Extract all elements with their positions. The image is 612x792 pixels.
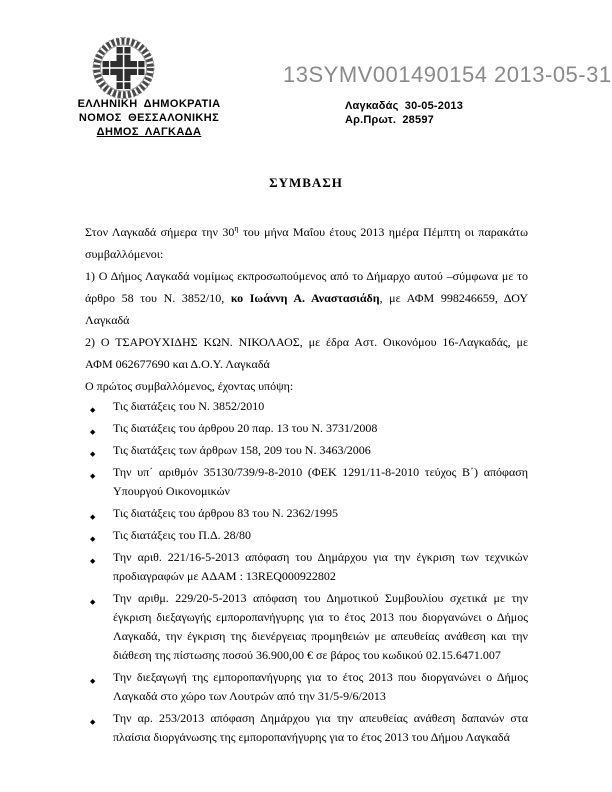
considerations-list	[85, 397, 528, 747]
list-item-text: Τις διατάξεις των άρθρων 158, 209 του Ν. 3463/2006	[113, 443, 371, 457]
authority-line-republic: ΕΛΛΗΝΙΚΗ ΔΗΜΟΚΡΑΤΙΑ	[77, 98, 221, 110]
diamond-bullet-icon: ◆	[90, 406, 96, 414]
list-item	[90, 589, 528, 665]
party-1-paragraph	[85, 265, 528, 331]
place-date-line: Λαγκαδάς 30-05-2013	[345, 100, 464, 112]
list-item-text: Την αρ. 253/2013 απόφαση Δημάρχου για την απευθείας ανάθεση δαπανών στα πλαίσια διοργάνωσης της εμποροπανήγυρης για το έτος 2013 του Δήμου Λαγκαδά	[113, 711, 528, 744]
list-item-text: Την αριθ. 221/16-5-2013 απόφαση του Δημάρχου για την έγκριση των τεχνικών προδιαγραφών με ΑΔΑΜ : 13REQ000922802	[113, 550, 528, 583]
list-item	[90, 668, 528, 706]
list-item-text: Τις διατάξεις του Ν. 3852/2010	[113, 399, 265, 413]
diamond-bullet-icon: ◆	[90, 428, 96, 436]
party-1-pre: 1) Ο Δήμος Λαγκαδά νομίμως εκπροσωπούμενος από το Δήμαρχο αυτού –σύμφωνα με το άρθρο 58 του Ν. 3852/10,	[85, 269, 528, 305]
intro-paragraph	[85, 221, 528, 265]
date-protocol-block	[345, 99, 463, 127]
intro-post: του μήνα Μαΐου έτους 2013 ημέρα Πέμπτη οι παρακάτω συμβαλλόμενοι:	[85, 225, 528, 261]
diamond-bullet-icon: ◆	[90, 677, 96, 685]
diamond-bullet-icon: ◆	[90, 598, 96, 606]
authority-line-municipality: ΔΗΜΟΣ ΛΑΓΚΑΔΑ	[96, 126, 202, 138]
list-item	[90, 526, 528, 545]
list-item	[90, 548, 528, 586]
party-1-post: , με ΑΦΜ 998246659, ΔΟΥ Λαγκαδά	[85, 291, 529, 327]
party-2-paragraph: 2) Ο ΤΣΑΡΟΥΧΙΔΗΣ ΚΩΝ. ΝΙΚΟΛΑΟΣ, με έδρα Αστ. Οικονόμου 16-Λαγκαδάς, με ΑΦΜ 062677690 και Δ.Ο.Υ. Λαγκαδά	[85, 335, 528, 371]
diamond-bullet-icon: ◆	[90, 557, 96, 565]
list-item-text: Την αριθμ. 229/20-5-2013 απόφαση του Δημοτικού Συμβουλίου σχετικά με την έγκριση διεξαγωγής εμποροπανήγυρης για το έτος 2013 που διοργανώνει ο Δήμος Λαγκαδά, την έγκριση της διενέργειας προμηθειών με απευθείας ανάθεση και την διάθεση της πίστωσης ποσού 36.900,00 € σε βάρος του κωδικού 02.15.6471.007	[113, 591, 528, 662]
diamond-bullet-icon: ◆	[90, 472, 96, 480]
list-item-text: Τις διατάξεις του Π.Δ. 28/80	[113, 528, 252, 542]
list-item	[90, 397, 528, 416]
greek-coat-of-arms-icon	[92, 36, 155, 104]
document-title: ΣΥΜΒΑΣΗ	[269, 175, 343, 190]
diamond-bullet-icon: ◆	[90, 450, 96, 458]
ordinal-superscript: η	[234, 224, 239, 233]
list-item-text: Τις διατάξεις του άρθρου 20 παρ. 13 του Ν. 3731/2008	[113, 421, 378, 435]
protocol-number-line: Αρ.Πρωτ. 28597	[345, 114, 434, 126]
list-item	[90, 463, 528, 501]
considering-paragraph: Ο πρώτος συμβαλλόμενος, έχοντας υπόψη:	[85, 379, 294, 393]
list-item-text: Την υπ΄ αριθμόν 35130/739/9-8-2010 (ΦΕΚ 1291/11-8-2010 τεύχος Β΄) απόφαση Υπουργού Οικονομικών	[113, 465, 528, 498]
list-item	[90, 419, 528, 438]
diamond-bullet-icon: ◆	[90, 535, 96, 543]
authority-line-prefecture: ΝΟΜΟΣ ΘΕΣΣΑΛΟΝΙΚΗΣ	[78, 112, 220, 124]
diamond-bullet-icon: ◆	[90, 718, 96, 726]
authority-header	[60, 97, 238, 139]
document-body	[85, 221, 528, 750]
mayor-name: κο Ιωάννη Α. Αναστασιάδη	[230, 291, 380, 305]
list-item	[90, 441, 528, 460]
list-item-text: Την διεξαγωγή της εμποροπανήγυρης για το έτος 2013 που διοργανώνει ο Δήμος Λαγκαδά στο χώρο των Λουτρών από την 31/5-9/6/2013	[113, 670, 528, 703]
list-item	[90, 709, 528, 747]
diamond-bullet-icon: ◆	[90, 513, 96, 521]
intro-pre: Στον Λαγκαδά σήμερα την 30	[85, 225, 235, 239]
list-item-text: Τις διατάξεις του άρθρου 83 του Ν. 2362/1995	[113, 506, 339, 520]
registry-code-watermark: 13SYMV001490154 2013-05-31	[283, 62, 612, 87]
list-item	[90, 504, 528, 523]
